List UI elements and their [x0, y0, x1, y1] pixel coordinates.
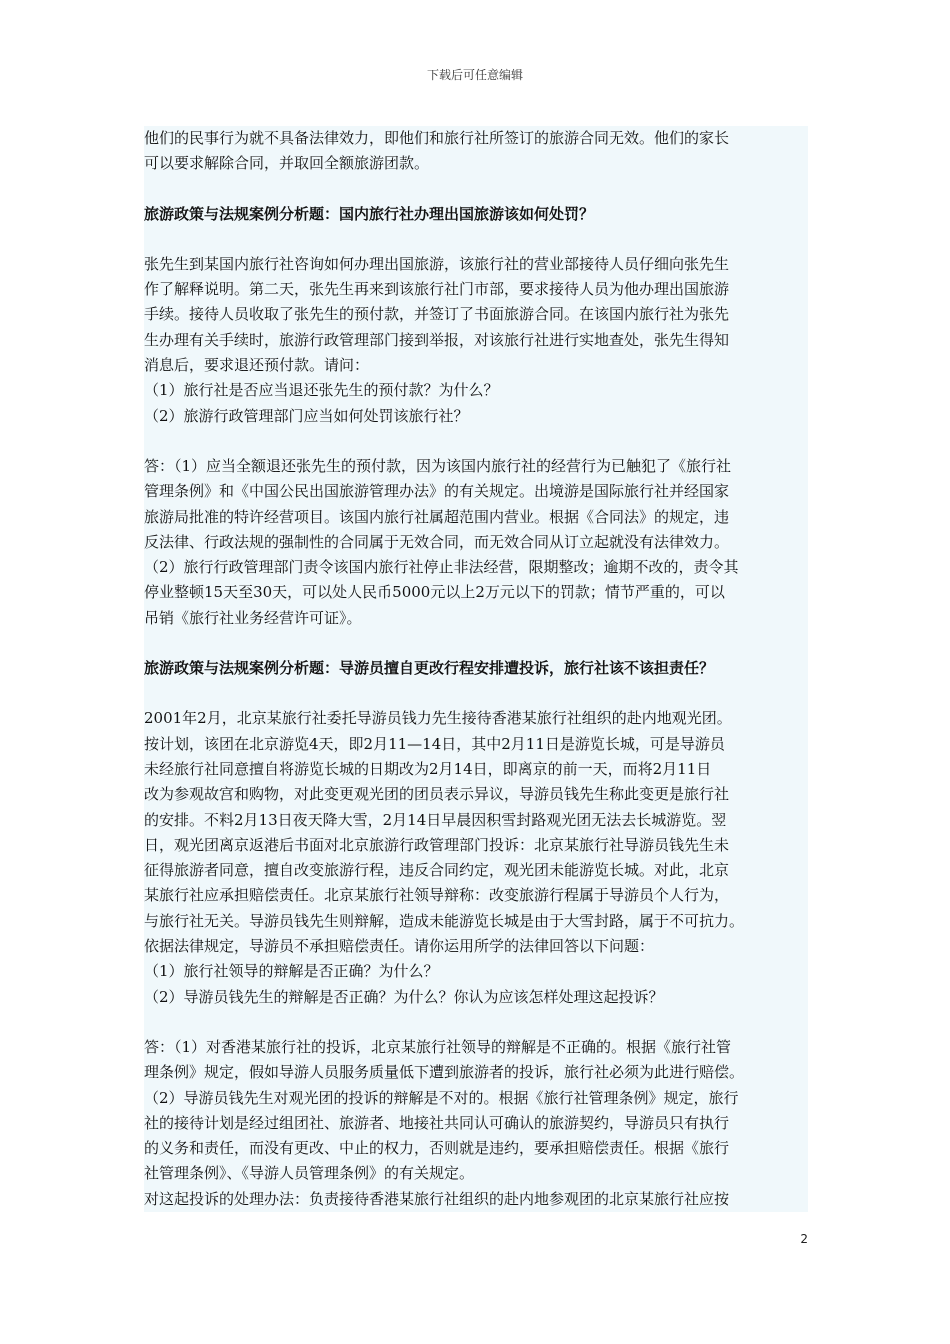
text-line: 他们的民事行为就不具备法律效力，即他们和旅行社所签订的旅游合同无效。他们的家长 — [144, 129, 730, 147]
page-header: 下载后可任意编辑 — [426, 68, 523, 82]
text-line: 手续。接待人员收取了张先生的预付款，并签订了书面旅游合同。在该国内旅行社为张先 — [144, 305, 730, 324]
question-line: （1）旅行社是否应当退还张先生的预付款？为什么？ — [144, 381, 499, 400]
text-line: 的安排。不料2月13日夜天降大雪，2月14日早晨因积雪封路观光团无法去长城游览。翌 — [144, 810, 727, 829]
answer-line: 答：（1）对香港某旅行社的投诉，北京某旅行社领导的辩解是不正确的。根据《旅行社管 — [144, 1037, 732, 1056]
answer-line: 答：（1）应当全额退还张先生的预付款，因为该国内旅行社的经营行为已触犯了《旅行社 — [144, 456, 732, 475]
question-line: （1）旅行社领导的辩解是否正确？为什么？ — [144, 962, 439, 981]
question-line: （2）导游员钱先生的辩解是否正确？为什么？你认为应该怎样处理这起投诉？ — [144, 987, 664, 1006]
section-heading: 旅游政策与法规案例分析题：导游员擅自更改行程安排遭投诉，旅行社该不该担责任？ — [144, 659, 715, 678]
question-line: （2）旅游行政管理部门应当如何处罚该旅行社？ — [144, 406, 469, 425]
text-line: 未经旅行社同意擅自将游览长城的日期改为2月14日，即离京的前一天，而将2月11日 — [144, 759, 712, 778]
answer-line: 停业整顿15天至30天，可以处人民币5000元以上2万元以下的罚款；情节严重的，可以 — [144, 583, 725, 602]
answer-line: （2）旅行行政管理部门责令该国内旅行社停止非法经营，限期整改；逾期不改的，责令其 — [144, 558, 739, 577]
answer-line: 理条例》规定，假如导游人员服务质量低下遭到旅游者的投诉，旅行社必须为此进行赔偿。 — [144, 1063, 745, 1082]
section-heading: 旅游政策与法规案例分析题：国内旅行社办理出国旅游该如何处罚？ — [144, 204, 595, 223]
text-line: 张先生到某国内旅行社咨询如何办理出国旅游，该旅行社的营业部接待人员仔细向张先生 — [144, 254, 730, 273]
answer-line: 社的接待计划是经过组团社、旅游者、地接社共同认可确认的旅游契约，导游员只有执行 — [144, 1113, 730, 1132]
answer-line: 的义务和责任，而没有更改、中止的权力，否则就是违约，要承担赔偿责任。根据《旅行 — [144, 1139, 730, 1158]
text-line: 2001年2月，北京某旅行社委托导游员钱力先生接待香港某旅行社组织的赴内地观光团。 — [144, 709, 732, 728]
text-line: 与旅行社无关。导游员钱先生则辩解，造成未能游览长城是由于大雪封路，属于不可抗力。 — [144, 911, 745, 930]
text-line: 依据法律规定，导游员不承担赔偿责任。请你运用所学的法律回答以下问题： — [144, 937, 655, 956]
text-line: 可以要求解除合同，并取回全额旅游团款。 — [144, 154, 430, 173]
page-number: 2 — [800, 1232, 808, 1246]
document-body — [144, 126, 808, 1212]
text-line: 作了解释说明。第二天，张先生再来到该旅行社门市部，要求接待人员为他办理出国旅游 — [144, 280, 730, 299]
answer-line: （2）导游员钱先生对观光团的投诉的辩解是不对的。根据《旅行社管理条例》规定，旅行 — [144, 1088, 739, 1107]
answer-line: 管理条例》和《中国公民出国旅游管理办法》的有关规定。出境游是国际旅行社并经国家 — [144, 482, 730, 501]
text-line: 按计划，该团在北京游览4天，即2月11—14日，其中2月11日是游览长城，可是导游员 — [144, 734, 725, 753]
text-line: 改为参观故宫和购物，对此变更观光团的团员表示异议，导游员钱先生称此变更是旅行社 — [144, 785, 730, 804]
answer-line: 社管理条例》、《导游人员管理条例》的有关规定。 — [144, 1164, 475, 1183]
text-line: 消息后，要求退还预付款。请问： — [144, 356, 370, 375]
text-line: 征得旅游者同意，擅自改变旅游行程，违反合同约定，观光团未能游览长城。对此，北京 — [144, 861, 730, 880]
answer-line: 对这起投诉的处理办法：负责接待香港某旅行社组织的赴内地参观团的北京某旅行社应按 — [144, 1189, 730, 1208]
text-line: 生办理有关手续时，旅游行政管理部门接到举报，对该旅行社进行实地查处，张先生得知 — [144, 330, 730, 349]
text-line: 某旅行社应承担赔偿责任。北京某旅行社领导辩称：改变旅游行程属于导游员个人行为， — [144, 886, 730, 905]
text-line: 日，观光团离京返港后书面对北京旅游行政管理部门投诉：北京某旅行社导游员钱先生未 — [144, 835, 730, 854]
answer-line: 反法律、行政法规的强制性的合同属于无效合同，而无效合同从订立起就没有法律效力。 — [144, 532, 730, 551]
answer-line: 旅游局批准的特许经营项目。该国内旅行社属超范围内营业。根据《合同法》的规定，违 — [144, 507, 730, 526]
answer-line: 吊销《旅行社业务经营许可证》。 — [144, 608, 362, 627]
